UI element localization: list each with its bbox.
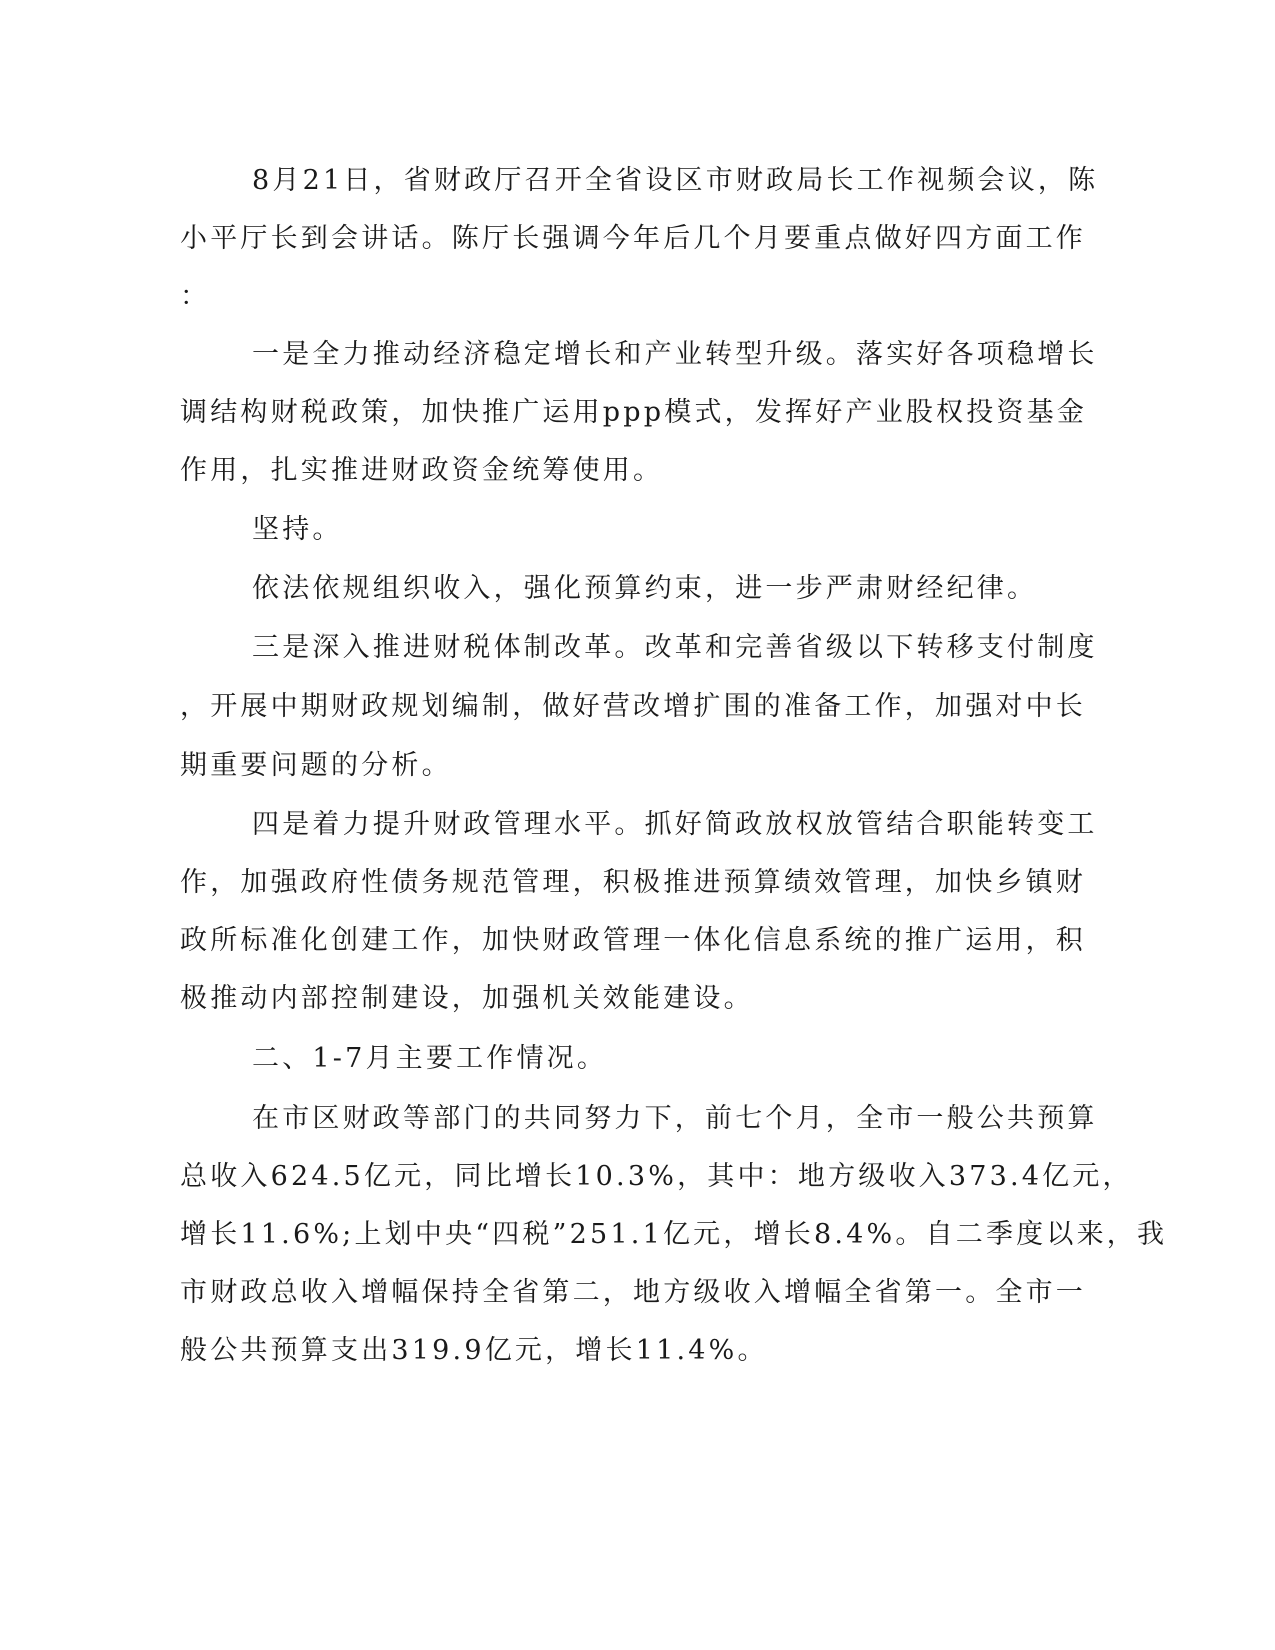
text-line: 一是全力推动经济稳定增长和产业转型升级。落实好各项稳增长 <box>252 339 1098 370</box>
text-line: 般公共预算支出319.9亿元，增长11.4%。 <box>180 1335 768 1366</box>
text-line: 增长11.6%;上划中央“四税”251.1亿元，增长8.4%。自二季度以来，我 <box>180 1219 1168 1250</box>
text-line: 四是着力提升财政管理水平。抓好简政放权放管结合职能转变工 <box>252 809 1098 840</box>
text-line: 坚持。 <box>252 514 343 545</box>
text-line: 小平厅长到会讲话。陈厅长强调今年后几个月要重点做好四方面工作 <box>180 223 1086 254</box>
text-line: 调结构财税政策，加快推广运用ppp模式，发挥好产业股权投资基金 <box>180 397 1088 428</box>
text-line: 在市区财政等部门的共同努力下，前七个月，全市一般公共预算 <box>252 1103 1098 1134</box>
text-line: 作用，扎实推进财政资金统筹使用。 <box>180 455 664 486</box>
text-line: 期重要问题的分析。 <box>180 750 452 781</box>
text-line: 政所标准化创建工作，加快财政管理一体化信息系统的推广运用，积 <box>180 925 1086 956</box>
text-line: 市财政总收入增幅保持全省第二，地方级收入增幅全省第一。全市一 <box>180 1277 1086 1308</box>
text-line: 二、1-7月主要工作情况。 <box>252 1043 608 1074</box>
text-line: 三是深入推进财税体制改革。改革和完善省级以下转移支付制度 <box>252 632 1098 663</box>
text-line: 作，加强政府性债务规范管理，积极推进预算绩效管理，加快乡镇财 <box>180 867 1086 898</box>
text-line: ，开展中期财政规划编制，做好营改增扩围的准备工作，加强对中长 <box>180 691 1086 722</box>
text-line: ： <box>180 281 211 312</box>
text-line: 依法依规组织收入，强化预算约束，进一步严肃财经纪律。 <box>252 573 1038 604</box>
text-line: 极推动内部控制建设，加强机关效能建设。 <box>180 983 754 1014</box>
text-line: 总收入624.5亿元，同比增长10.3%，其中：地方级收入373.4亿元， <box>180 1161 1133 1192</box>
text-line: 8月21日，省财政厅召开全省设区市财政局长工作视频会议，陈 <box>252 165 1099 196</box>
